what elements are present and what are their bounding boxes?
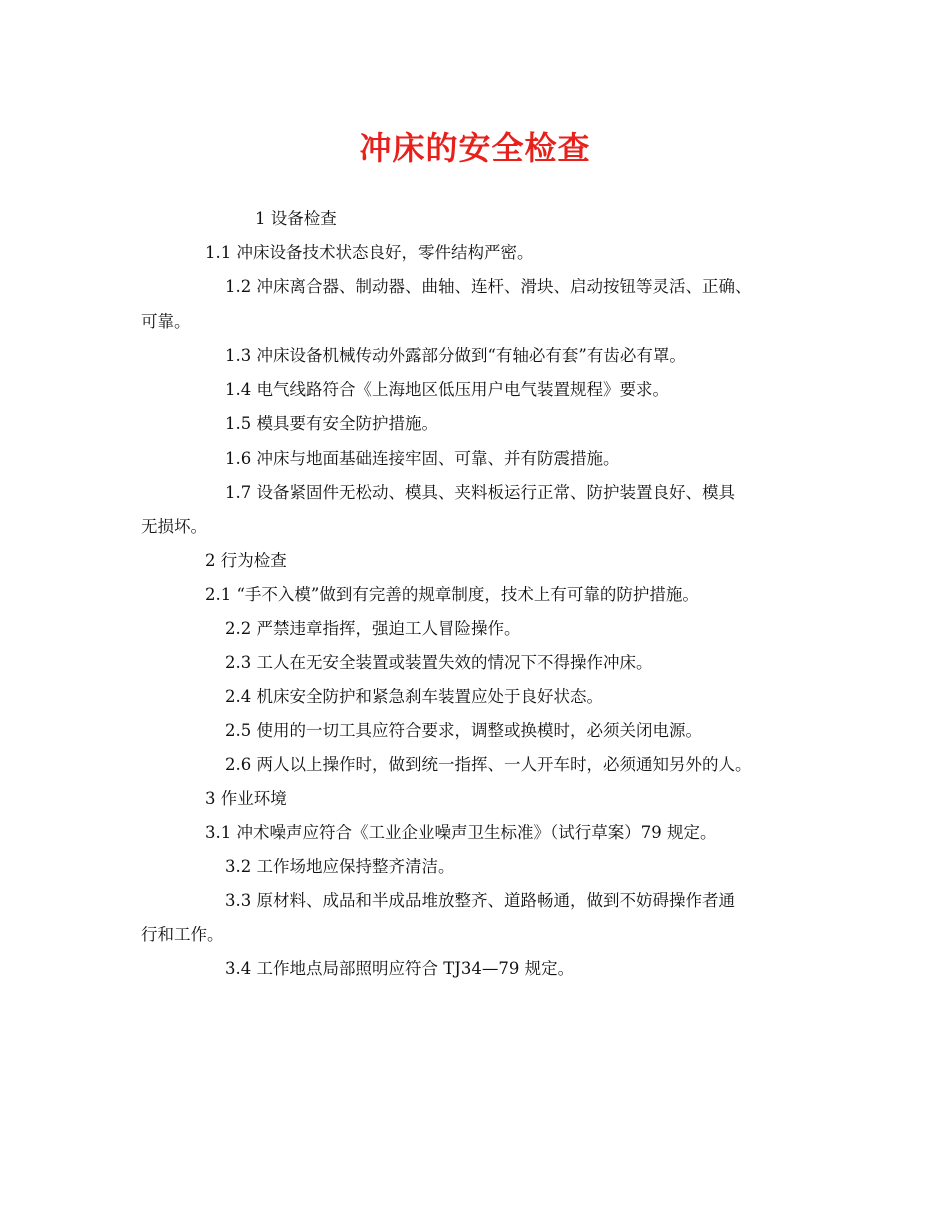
list-item-1-4: 1.4 电气线路符合《上海地区低压用户电气装置规程》要求。 [225,380,669,399]
list-item-1-3: 1.3 冲床设备机械传动外露部分做到“有轴必有套”有齿必有罩。 [225,346,686,365]
list-item-1-7-continued: 无损坏。 [141,517,207,536]
list-item-1-6: 1.6 冲床与地面基础连接牢固、可靠、并有防震措施。 [225,449,620,468]
list-item-1-7: 1.7 设备紧固件无松动、模具、夹料板运行正常、防护装置良好、模具 [225,483,735,502]
list-item-1-1: 1.1 冲床设备技术状态良好，零件结构严密。 [205,243,534,262]
list-item-1-5: 1.5 模具要有安全防护措施。 [225,414,438,433]
list-item-2-6: 2.6 两人以上操作时，做到统一指挥、一人开车时，必须通知另外的人。 [225,755,752,774]
document-title: 冲床的安全检查 [359,129,591,167]
list-item-2-4: 2.4 机床安全防护和紧急刹车装置应处于良好状态。 [225,687,603,706]
list-item-2-2: 2.2 严禁违章指挥，强迫工人冒险操作。 [225,619,521,638]
list-item-3-3: 3.3 原材料、成品和半成品堆放整齐、道路畅通，做到不妨碍操作者通 [225,891,735,910]
list-item-3-2: 3.2 工作场地应保持整齐清洁。 [225,857,455,876]
list-item-2-3: 2.3 工人在无安全装置或装置失效的情况下不得操作冲床。 [225,653,653,672]
list-item-3-1: 3.1 冲术噪声应符合《工业企业噪声卫生标准》（试行草案）79 规定。 [205,823,717,842]
list-item-2-5: 2.5 使用的一切工具应符合要求，调整或换模时，必须关闭电源。 [225,721,702,740]
list-item-3-4: 3.4 工作地点局部照明应符合 TJ34—79 规定。 [225,959,575,978]
list-item-1-2-continued: 可靠。 [141,312,191,331]
list-item-3-3-continued: 行和工作。 [141,925,224,944]
section-heading-2: 2 行为检查 [205,551,287,570]
section-heading-1: 1 设备检查 [255,209,337,228]
section-heading-3: 3 作业环境 [205,789,287,808]
list-item-2-1: 2.1 “手不入模”做到有完善的规章制度，技术上有可靠的防护措施。 [205,585,699,604]
list-item-1-2: 1.2 冲床离合器、制动器、曲轴、连杆、滑块、启动按钮等灵活、正确、 [225,277,752,296]
